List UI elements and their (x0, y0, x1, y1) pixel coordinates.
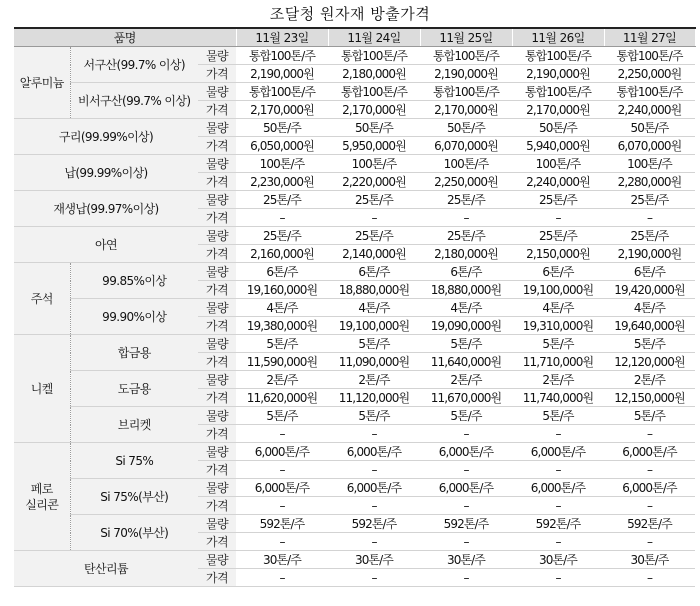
quantity-cell: 통합100톤/주 (328, 83, 420, 101)
price-cell: 2,180,000원 (328, 65, 420, 83)
quantity-cell: 2톤/주 (512, 371, 604, 389)
price-cell: – (604, 497, 695, 515)
unit-label: 물량 (198, 47, 236, 65)
unit-label: 가격 (198, 389, 236, 407)
quantity-cell: 통합100톤/주 (236, 83, 328, 101)
table-row (14, 227, 695, 245)
quantity-cell: 592톤/주 (604, 515, 695, 533)
page-title: 조달청 원자재 방출가격 (269, 5, 431, 23)
quantity-cell: 6,000톤/주 (236, 479, 328, 497)
price-cell: 2,170,000원 (420, 101, 512, 119)
price-cell: 19,640,000원 (604, 317, 695, 335)
price-cell: 6,070,000원 (420, 137, 512, 155)
unit-label: 물량 (198, 155, 236, 173)
quantity-cell: 2톤/주 (328, 371, 420, 389)
price-cell: 12,120,000원 (604, 353, 695, 371)
quantity-cell: 2톤/주 (420, 371, 512, 389)
quantity-cell: 6톤/주 (236, 263, 328, 281)
price-cell: – (512, 533, 604, 551)
quantity-cell: 4톤/주 (604, 299, 695, 317)
quantity-cell: 통합100톤/주 (420, 47, 512, 65)
unit-label: 물량 (198, 83, 236, 101)
subcategory-label: 서구산(99.7% 이상) (70, 47, 198, 83)
quantity-cell: 통합100톤/주 (604, 83, 695, 101)
price-cell: – (328, 497, 420, 515)
table-row (14, 551, 695, 569)
quantity-cell: 5톤/주 (512, 335, 604, 353)
price-cell: – (420, 497, 512, 515)
quantity-cell: 592톤/주 (420, 515, 512, 533)
table-row (14, 47, 695, 65)
price-cell: – (420, 533, 512, 551)
quantity-cell: 6,000톤/주 (328, 479, 420, 497)
unit-label: 물량 (198, 227, 236, 245)
category-label: 재생납(99.97%이상) (14, 191, 198, 227)
unit-label: 가격 (198, 281, 236, 299)
quantity-cell: 25톤/주 (236, 227, 328, 245)
date-header: 11월 25일 (420, 28, 512, 47)
quantity-cell: 100톤/주 (512, 155, 604, 173)
category-label: 탄산리튬 (14, 551, 198, 587)
unit-label: 가격 (198, 245, 236, 263)
table-row (14, 407, 695, 425)
quantity-cell: 4톤/주 (420, 299, 512, 317)
price-cell: – (420, 461, 512, 479)
price-cell: – (328, 569, 420, 587)
unit-label: 가격 (198, 137, 236, 155)
price-cell: – (328, 533, 420, 551)
price-cell: 11,640,000원 (420, 353, 512, 371)
unit-label: 물량 (198, 443, 236, 461)
date-header: 11월 26일 (512, 28, 604, 47)
price-cell: 19,100,000원 (328, 317, 420, 335)
quantity-cell: 30톤/주 (604, 551, 695, 569)
price-cell: 11,590,000원 (236, 353, 328, 371)
quantity-cell: 50톤/주 (236, 119, 328, 137)
quantity-cell: 5톤/주 (604, 407, 695, 425)
unit-label: 물량 (198, 515, 236, 533)
date-header: 11월 24일 (328, 28, 420, 47)
price-cell: 2,280,000원 (604, 173, 695, 191)
quantity-cell: 25톤/주 (512, 227, 604, 245)
price-cell: – (512, 209, 604, 227)
unit-label: 가격 (198, 569, 236, 587)
price-cell: 2,190,000원 (604, 245, 695, 263)
quantity-cell: 592톤/주 (328, 515, 420, 533)
unit-label: 물량 (198, 191, 236, 209)
category-label: 페로 실리콘 (14, 443, 70, 551)
price-cell: 18,880,000원 (328, 281, 420, 299)
subcategory-label: 99.85%이상 (70, 263, 198, 299)
unit-label: 가격 (198, 101, 236, 119)
price-cell: 11,710,000원 (512, 353, 604, 371)
price-cell: – (236, 533, 328, 551)
price-cell: – (420, 425, 512, 443)
quantity-cell: 6,000톤/주 (328, 443, 420, 461)
quantity-cell: 25톤/주 (512, 191, 604, 209)
price-cell: 2,140,000원 (328, 245, 420, 263)
quantity-cell: 5톤/주 (236, 335, 328, 353)
subcategory-label: 도금용 (70, 371, 198, 407)
category-label: 알루미늄 (14, 47, 70, 119)
table-row (14, 299, 695, 317)
price-cell: 2,170,000원 (328, 101, 420, 119)
subcategory-label: Si 70%(부산) (70, 515, 198, 551)
unit-label: 물량 (198, 335, 236, 353)
price-cell: – (604, 461, 695, 479)
unit-label: 물량 (198, 299, 236, 317)
quantity-cell: 통합100톤/주 (512, 83, 604, 101)
category-label: 니켈 (14, 335, 70, 443)
header-row (14, 28, 695, 47)
table-row (14, 155, 695, 173)
table-row (14, 515, 695, 533)
unit-label: 물량 (198, 119, 236, 137)
unit-label: 가격 (198, 65, 236, 83)
price-cell: 19,380,000원 (236, 317, 328, 335)
unit-label: 가격 (198, 425, 236, 443)
price-cell: – (420, 569, 512, 587)
quantity-cell: 통합100톤/주 (236, 47, 328, 65)
price-cell: – (328, 461, 420, 479)
price-cell: – (604, 569, 695, 587)
price-cell: 2,250,000원 (604, 65, 695, 83)
price-cell: – (236, 209, 328, 227)
price-cell: – (512, 461, 604, 479)
quantity-cell: 30톤/주 (512, 551, 604, 569)
price-cell: 6,070,000원 (604, 137, 695, 155)
price-cell: 2,180,000원 (420, 245, 512, 263)
quantity-cell: 25톤/주 (328, 227, 420, 245)
date-header: 11월 23일 (236, 28, 328, 47)
quantity-cell: 25톤/주 (604, 227, 695, 245)
price-cell: 2,170,000원 (512, 101, 604, 119)
quantity-cell: 5톤/주 (328, 335, 420, 353)
unit-label: 가격 (198, 173, 236, 191)
price-cell: – (328, 209, 420, 227)
quantity-cell: 5톤/주 (236, 407, 328, 425)
quantity-cell: 100톤/주 (420, 155, 512, 173)
price-cell: 2,220,000원 (328, 173, 420, 191)
quantity-cell: 100톤/주 (236, 155, 328, 173)
price-cell: 11,090,000원 (328, 353, 420, 371)
price-cell: 6,050,000원 (236, 137, 328, 155)
quantity-cell: 592톤/주 (236, 515, 328, 533)
category-label: 구리(99.99%이상) (14, 119, 198, 155)
quantity-cell: 50톤/주 (604, 119, 695, 137)
quantity-cell: 5톤/주 (604, 335, 695, 353)
quantity-cell: 100톤/주 (604, 155, 695, 173)
quantity-cell: 25톤/주 (328, 191, 420, 209)
table-row (14, 119, 695, 137)
price-cell: 11,120,000원 (328, 389, 420, 407)
unit-label: 가격 (198, 353, 236, 371)
price-cell: 19,420,000원 (604, 281, 695, 299)
price-cell: – (512, 425, 604, 443)
price-cell: 19,310,000원 (512, 317, 604, 335)
category-label: 아연 (14, 227, 198, 263)
unit-label: 물량 (198, 407, 236, 425)
quantity-cell: 통합100톤/주 (420, 83, 512, 101)
category-label: 주석 (14, 263, 70, 335)
quantity-cell: 6,000톤/주 (512, 443, 604, 461)
quantity-cell: 6,000톤/주 (512, 479, 604, 497)
price-cell: 2,150,000원 (512, 245, 604, 263)
quantity-cell: 6,000톤/주 (604, 479, 695, 497)
price-cell: 2,190,000원 (236, 65, 328, 83)
price-table (14, 27, 696, 587)
subcategory-label: 합금용 (70, 335, 198, 371)
price-cell: 18,880,000원 (420, 281, 512, 299)
unit-label: 가격 (198, 533, 236, 551)
quantity-cell: 25톤/주 (236, 191, 328, 209)
quantity-cell: 2톤/주 (236, 371, 328, 389)
quantity-cell: 6톤/주 (328, 263, 420, 281)
quantity-cell: 50톤/주 (420, 119, 512, 137)
subcategory-label: 99.90%이상 (70, 299, 198, 335)
price-cell: 19,090,000원 (420, 317, 512, 335)
price-cell: 11,740,000원 (512, 389, 604, 407)
table-row (14, 371, 695, 389)
unit-label: 물량 (198, 263, 236, 281)
quantity-cell: 6,000톤/주 (604, 443, 695, 461)
price-cell: – (604, 425, 695, 443)
quantity-cell: 50톤/주 (328, 119, 420, 137)
price-cell: – (236, 461, 328, 479)
category-label: 납(99.99%이상) (14, 155, 198, 191)
price-cell: 2,240,000원 (512, 173, 604, 191)
price-cell: 11,620,000원 (236, 389, 328, 407)
quantity-cell: 30톤/주 (420, 551, 512, 569)
price-cell: 2,240,000원 (604, 101, 695, 119)
unit-label: 가격 (198, 317, 236, 335)
subcategory-label: Si 75% (70, 443, 198, 479)
price-cell: – (604, 533, 695, 551)
price-cell: – (512, 497, 604, 515)
quantity-cell: 통합100톤/주 (328, 47, 420, 65)
quantity-cell: 통합100톤/주 (512, 47, 604, 65)
price-cell: 5,950,000원 (328, 137, 420, 155)
price-cell: – (420, 209, 512, 227)
quantity-cell: 592톤/주 (512, 515, 604, 533)
subcategory-label: Si 75%(부산) (70, 479, 198, 515)
quantity-cell: 6,000톤/주 (236, 443, 328, 461)
quantity-cell: 5톤/주 (328, 407, 420, 425)
table-row (14, 479, 695, 497)
quantity-cell: 4톤/주 (512, 299, 604, 317)
price-cell: 2,190,000원 (420, 65, 512, 83)
table-row (14, 83, 695, 101)
price-cell: 2,170,000원 (236, 101, 328, 119)
price-cell: – (604, 209, 695, 227)
quantity-cell: 6톤/주 (420, 263, 512, 281)
quantity-cell: 5톤/주 (420, 335, 512, 353)
price-cell: 19,160,000원 (236, 281, 328, 299)
quantity-cell: 30톤/주 (236, 551, 328, 569)
quantity-cell: 6톤/주 (604, 263, 695, 281)
quantity-cell: 6,000톤/주 (420, 443, 512, 461)
quantity-cell: 6톤/주 (512, 263, 604, 281)
unit-label: 가격 (198, 461, 236, 479)
subcategory-label: 브리켓 (70, 407, 198, 443)
table-row (14, 263, 695, 281)
price-cell: – (328, 425, 420, 443)
quantity-cell: 통합100톤/주 (604, 47, 695, 65)
price-cell: – (236, 425, 328, 443)
table-row (14, 443, 695, 461)
table-row (14, 191, 695, 209)
quantity-cell: 4톤/주 (328, 299, 420, 317)
price-cell: – (236, 497, 328, 515)
quantity-cell: 100톤/주 (328, 155, 420, 173)
table-row (14, 335, 695, 353)
quantity-cell: 5톤/주 (512, 407, 604, 425)
quantity-cell: 2톤/주 (604, 371, 695, 389)
quantity-cell: 6,000톤/주 (420, 479, 512, 497)
price-cell: 2,160,000원 (236, 245, 328, 263)
price-cell: 11,670,000원 (420, 389, 512, 407)
quantity-cell: 25톤/주 (604, 191, 695, 209)
quantity-cell: 25톤/주 (420, 191, 512, 209)
date-header: 11월 27일 (604, 28, 695, 47)
unit-label: 물량 (198, 551, 236, 569)
price-cell: – (512, 569, 604, 587)
quantity-cell: 5톤/주 (420, 407, 512, 425)
quantity-cell: 25톤/주 (420, 227, 512, 245)
item-header: 품명 (14, 28, 236, 47)
unit-label: 물량 (198, 479, 236, 497)
price-cell: 12,150,000원 (604, 389, 695, 407)
unit-label: 물량 (198, 371, 236, 389)
quantity-cell: 30톤/주 (328, 551, 420, 569)
subcategory-label: 비서구산(99.7% 이상) (70, 83, 198, 119)
price-cell: 2,190,000원 (512, 65, 604, 83)
price-cell: 2,230,000원 (236, 173, 328, 191)
quantity-cell: 50톤/주 (512, 119, 604, 137)
price-cell: 19,100,000원 (512, 281, 604, 299)
unit-label: 가격 (198, 209, 236, 227)
price-cell: 5,940,000원 (512, 137, 604, 155)
unit-label: 가격 (198, 497, 236, 515)
quantity-cell: 4톤/주 (236, 299, 328, 317)
price-cell: 2,250,000원 (420, 173, 512, 191)
price-cell: – (236, 569, 328, 587)
